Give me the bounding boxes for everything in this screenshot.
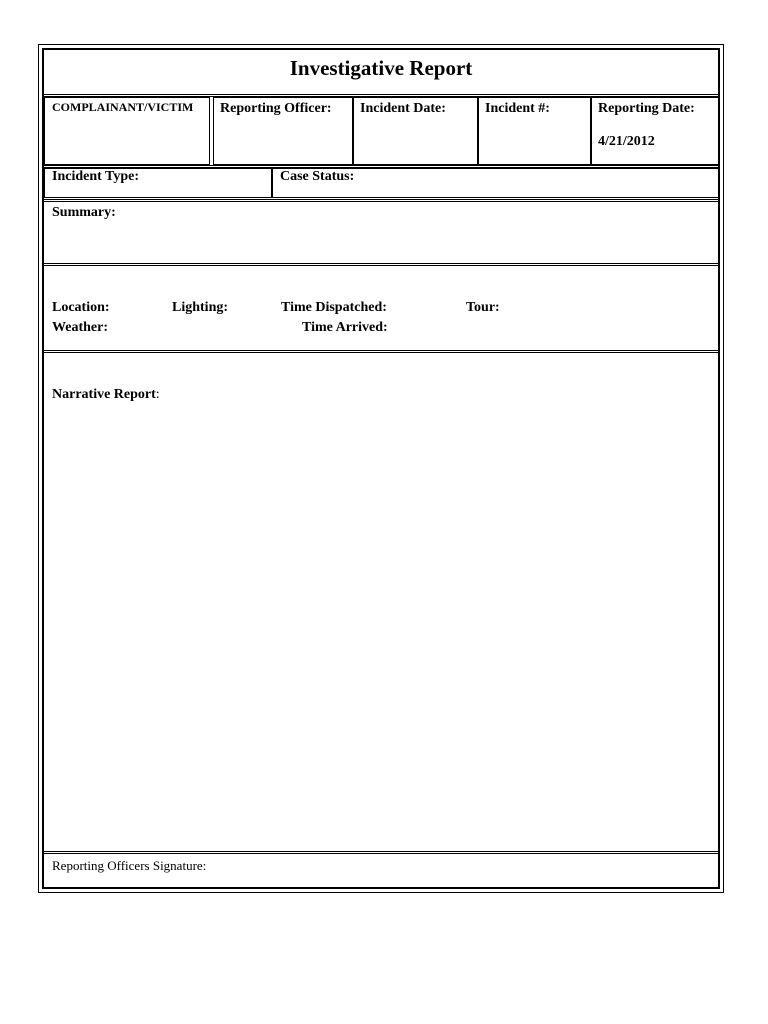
narrative-report-colon: : — [155, 387, 160, 402]
narrative-report-label — [52, 387, 160, 403]
divider-summary — [44, 263, 718, 266]
time-dispatched-label: Time Dispatched: — [281, 300, 387, 315]
location-label: Location: — [52, 300, 110, 315]
divider-conditions — [44, 350, 718, 353]
case-status-label: Case Status: — [280, 169, 355, 184]
time-arrived-label: Time Arrived: — [302, 320, 388, 335]
divider-row2 — [44, 199, 718, 202]
divider-narrative — [44, 851, 718, 854]
incident-type-label: Incident Type: — [52, 169, 139, 184]
lighting-label: Lighting: — [172, 300, 229, 315]
reporting-officer-label: Reporting Officer: — [220, 101, 332, 116]
report-form-inner — [42, 48, 720, 889]
report-form — [38, 44, 724, 893]
complainant-victim-label: COMPLAINANT/VICTIM — [52, 100, 194, 114]
incident-number-label: Incident #: — [485, 101, 550, 116]
weather-label: Weather: — [52, 320, 108, 335]
signature-label: Reporting Officers Signature: — [52, 858, 207, 873]
reporting-date-value: 4/21/2012 — [598, 134, 655, 149]
narrative-report-title: Narrative Report — [52, 387, 156, 402]
tour-label: Tour: — [466, 300, 500, 315]
page-title: Investigative Report — [289, 56, 473, 80]
reporting-date-label: Reporting Date: — [598, 101, 695, 116]
summary-label: Summary: — [52, 205, 116, 220]
incident-date-label: Incident Date: — [360, 101, 446, 116]
